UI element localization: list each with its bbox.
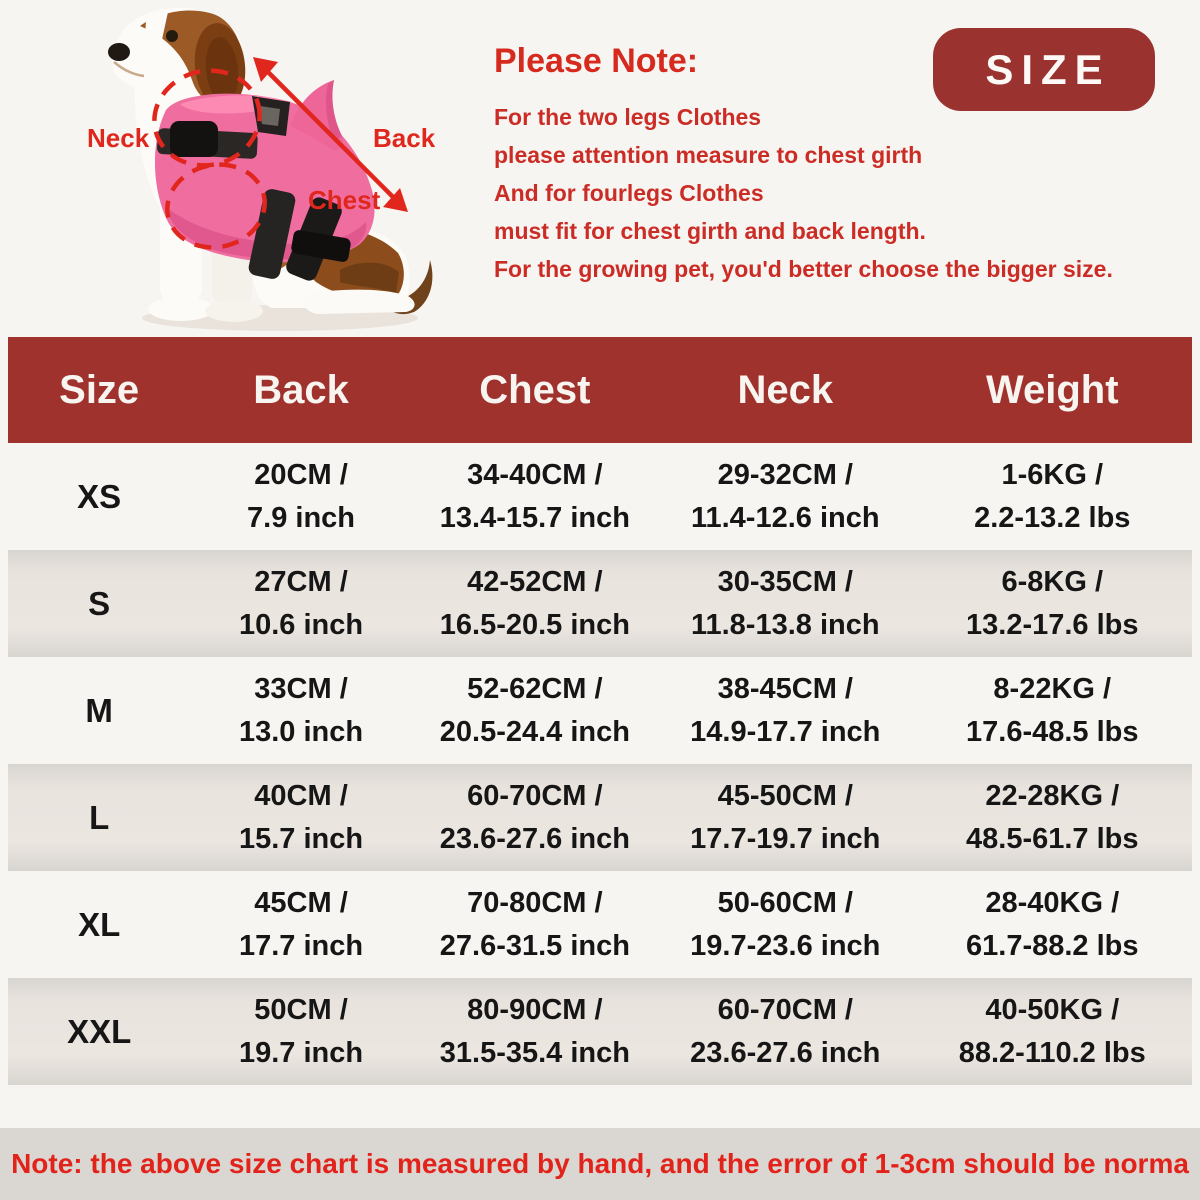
please-note-title: Please Note: [494, 42, 699, 80]
table-row-xxl [8, 978, 1192, 1085]
cell-line: 50CM / [254, 993, 348, 1026]
back-cell [190, 454, 411, 540]
cell-line: 20.5-24.4 inch [439, 715, 630, 748]
dog-measurement-illustration [0, 0, 480, 335]
cell-line: 16.5-20.5 inch [439, 608, 630, 641]
cell-line: 10.6 inch [238, 608, 364, 641]
back-cell [190, 775, 411, 861]
neck-label: Neck [87, 123, 150, 153]
cell-line: 17.7 inch [238, 929, 364, 962]
cell-line: 1-6KG / [1001, 458, 1104, 491]
weight-cell [913, 668, 1192, 754]
cell-line: 34-40CM / [467, 458, 603, 491]
size-label: XS [77, 477, 122, 515]
vest-handle-hole [260, 106, 280, 126]
cell-line: 33CM / [254, 672, 348, 705]
dog-rear-paw [303, 290, 414, 314]
cell-line: 20CM / [254, 458, 348, 491]
cell-line: 17.6-48.5 lbs [966, 715, 1139, 748]
header-size: Size [59, 367, 140, 412]
size-label: M [85, 691, 113, 729]
chest-cell [412, 775, 658, 861]
size-label: S [88, 584, 111, 622]
cell-line: 31.5-35.4 inch [439, 1036, 630, 1069]
back-cell [190, 882, 411, 968]
note-line: please attention measure to chest girth [494, 142, 923, 168]
neck-buckle [170, 121, 218, 157]
cell-line: 2.2-13.2 lbs [974, 501, 1131, 534]
footer-note-bar [0, 1128, 1200, 1200]
cell-line: 15.7 inch [238, 822, 364, 855]
cell-line: 80-90CM / [467, 993, 603, 1026]
cell-line: 28-40KG / [985, 886, 1120, 919]
cell-line: 22-28KG / [985, 779, 1120, 812]
size-label: XXL [67, 1012, 132, 1050]
cell-line: 70-80CM / [467, 886, 603, 919]
table-header-row [8, 337, 1192, 443]
note-line: And for fourlegs Clothes [494, 180, 764, 206]
chest-cell [412, 989, 658, 1075]
cell-line: 6-8KG / [1001, 565, 1104, 598]
chest-cell [412, 668, 658, 754]
cell-line: 19.7 inch [238, 1036, 364, 1069]
cell-line: 7.9 inch [247, 501, 356, 534]
cell-line: 45CM / [254, 886, 348, 919]
note-line: For the growing pet, you'd better choose the bigger size. [494, 256, 1113, 282]
neck-cell [658, 668, 913, 754]
size-badge: SIZE [933, 28, 1155, 111]
cell-line: 52-62CM / [467, 672, 603, 705]
size-label: L [89, 798, 110, 836]
cell-line: 13.0 inch [238, 715, 364, 748]
weight-cell [913, 775, 1192, 861]
cell-line: 61.7-88.2 lbs [966, 929, 1139, 962]
weight-cell [913, 454, 1192, 540]
cell-line: 19.7-23.6 inch [690, 929, 881, 962]
header-neck: Neck [737, 367, 834, 412]
table-row-xl [8, 871, 1192, 978]
cell-line: 13.2-17.6 lbs [966, 608, 1139, 641]
weight-cell [913, 989, 1192, 1075]
weight-cell [913, 561, 1192, 647]
table-row-m [8, 657, 1192, 764]
size-label: XL [78, 905, 121, 943]
footer-note-text: Note: the above size chart is measured by hand, and the error of 1-3cm should be norma [11, 1148, 1189, 1179]
cell-line: 11.8-13.8 inch [690, 608, 880, 641]
note-line: For the two legs Clothes [494, 104, 762, 130]
table-row-xs [8, 443, 1192, 550]
back-cell [190, 989, 411, 1075]
cell-line: 23.6-27.6 inch [690, 1036, 881, 1069]
header-weight: Weight [985, 367, 1119, 412]
header-chest: Chest [479, 367, 591, 412]
neck-cell [658, 882, 913, 968]
cell-line: 11.4-12.6 inch [690, 501, 880, 534]
neck-cell [658, 989, 913, 1075]
dog-eye [166, 30, 178, 42]
cell-line: 23.6-27.6 inch [439, 822, 630, 855]
cell-line: 27.6-31.5 inch [439, 929, 630, 962]
cell-line: 45-50CM / [717, 779, 853, 812]
neck-cell [658, 561, 913, 647]
back-cell [190, 668, 411, 754]
size-table [8, 337, 1192, 1085]
chest-cell [412, 882, 658, 968]
dog-front-paw [148, 297, 214, 321]
cell-line: 30-35CM / [717, 565, 853, 598]
back-cell [190, 561, 411, 647]
dog-nose [108, 43, 130, 61]
cell-line: 38-45CM / [717, 672, 853, 705]
cell-line: 88.2-110.2 lbs [958, 1036, 1146, 1069]
cell-line: 29-32CM / [717, 458, 853, 491]
cell-line: 40-50KG / [985, 993, 1120, 1026]
cell-line: 27CM / [254, 565, 348, 598]
weight-cell [913, 882, 1192, 968]
dog-front-paw-2 [205, 300, 263, 322]
cell-line: 13.4-15.7 inch [439, 501, 630, 534]
chest-cell [412, 454, 658, 540]
back-label: Back [373, 123, 436, 153]
table-row-s [8, 550, 1192, 657]
chest-label: Chest [308, 185, 381, 215]
table-row-l [8, 764, 1192, 871]
cell-line: 60-70CM / [467, 779, 603, 812]
cell-line: 8-22KG / [993, 672, 1112, 705]
neck-cell [658, 775, 913, 861]
note-line: must fit for chest girth and back length. [494, 218, 926, 244]
cell-line: 42-52CM / [467, 565, 603, 598]
cell-line: 14.9-17.7 inch [690, 715, 881, 748]
cell-line: 48.5-61.7 lbs [966, 822, 1139, 855]
cell-line: 50-60CM / [717, 886, 853, 919]
chest-cell [412, 561, 658, 647]
neck-cell [658, 454, 913, 540]
cell-line: 40CM / [254, 779, 348, 812]
header-back: Back [253, 367, 349, 412]
cell-line: 17.7-19.7 inch [690, 822, 881, 855]
cell-line: 60-70CM / [717, 993, 853, 1026]
